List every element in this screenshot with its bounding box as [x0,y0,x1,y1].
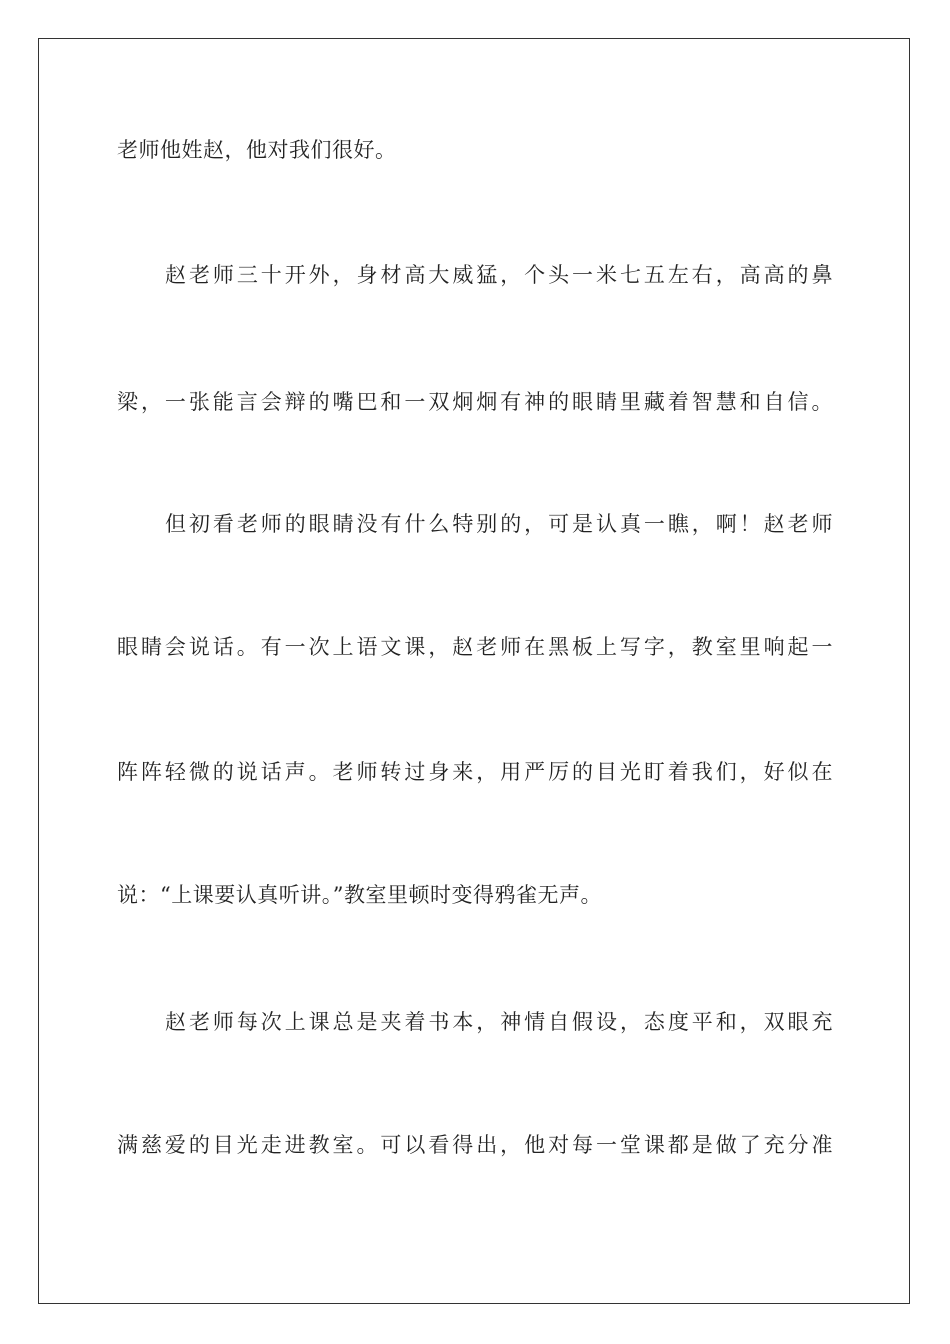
text-line-8: 赵老师每次上课总是夹着书本，神情自假设，态度平和，双眼充 [165,1010,833,1034]
text-line-3: 梁，一张能言会辩的嘴巴和一双炯炯有神的眼睛里藏着智慧和自信。 [117,390,833,414]
text-line-2: 赵老师三十开外，身材高大威猛，个头一米七五左右，高高的鼻 [165,263,833,287]
text-line-9: 满慈爱的目光走进教室。可以看得出，他对每一堂课都是做了充分准 [117,1133,833,1157]
text-line-4: 但初看老师的眼睛没有什么特别的，可是认真一瞧，啊！赵老师 [165,512,833,536]
text-line-5: 眼睛会说话。有一次上语文课，赵老师在黑板上写字，教室里响起一 [117,635,833,659]
page-border [38,38,910,1304]
text-line-6: 阵阵轻微的说话声。老师转过身来，用严厉的目光盯着我们，好似在 [117,760,833,784]
text-line-1: 老师他姓赵，他对我们很好。 [117,138,397,162]
text-line-7: 说：“上课要认真听讲。”教室里顿时变得鸦雀无声。 [117,883,602,907]
